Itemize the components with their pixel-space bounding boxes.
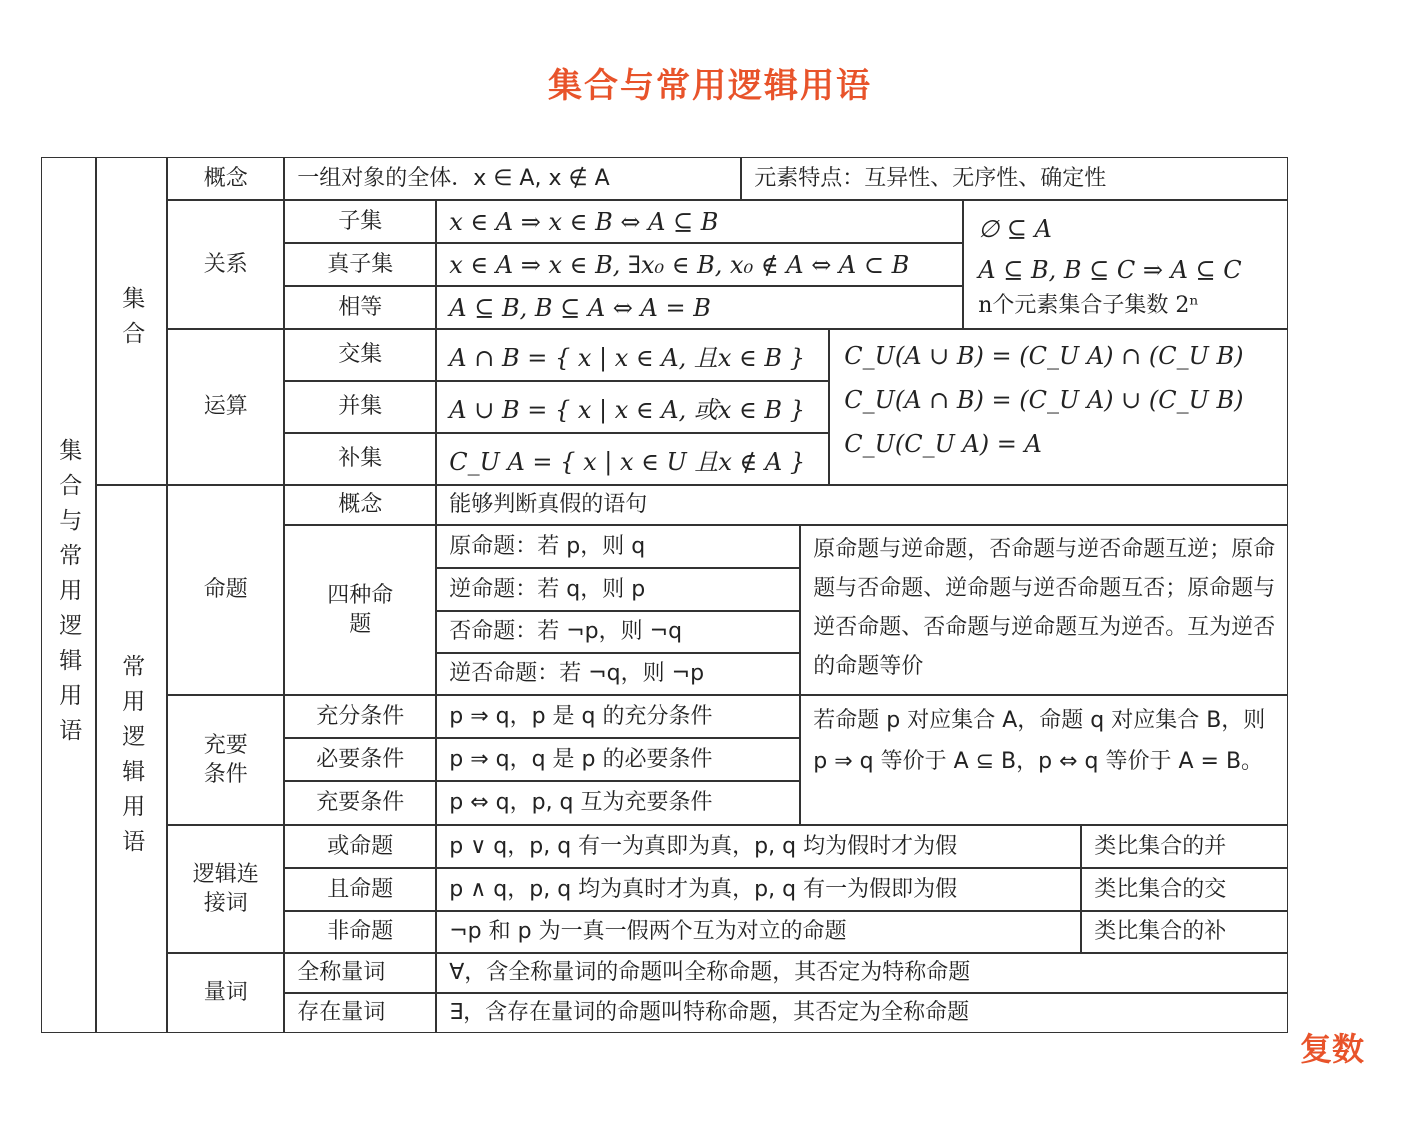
or-proposition-text: p ∨ q，p, q 有一为真即为真，p, q 均为假时才为假 <box>436 825 1081 868</box>
set-concept-features: 元素特点：互异性、无序性、确定性 <box>741 157 1288 200</box>
iff-condition-name: 充要条件 <box>284 781 436 825</box>
relation-proper-subset-formula: x ∈ A ⇒ x ∈ B, ∃x₀ ∈ B, x₀ ∉ A ⇔ A ⊂ B <box>436 243 963 286</box>
relation-proper-subset-name: 真子集 <box>284 243 436 286</box>
quantifier-head: 量词 <box>167 953 284 1033</box>
operation-head: 运算 <box>167 329 284 485</box>
four-propositions-note: 原命题与逆命题，否命题与逆否命题互逆；原命题与否命题、逆命题与逆否命题互否；原命题与逆否命题、否命题与逆命题互为逆否。互为逆否的命题等价 <box>800 525 1288 695</box>
set-concept-def: 一组对象的全体．x ∈ A, x ∉ A <box>284 157 741 200</box>
sufficient-condition-name: 充分条件 <box>284 695 436 738</box>
relation-equal-name: 相等 <box>284 286 436 329</box>
relation-note-empty-set: ∅ ⊆ A <box>978 214 1052 243</box>
outer-label: 集合与常用逻辑用语 <box>55 437 82 753</box>
four-propositions-name: 四种命题 <box>284 525 436 695</box>
logic-label-cell <box>96 485 167 1033</box>
inverse-proposition: 否命题：若 ¬p，则 ¬q <box>436 611 800 653</box>
operation-note-double-complement: C_U(C_U A) = A <box>844 430 1042 459</box>
set-concept-head: 概念 <box>167 157 284 200</box>
original-proposition: 原命题：若 p，则 q <box>436 525 800 568</box>
relation-notes <box>963 200 1288 329</box>
set-label: 集合 <box>118 286 145 357</box>
operation-notes <box>829 329 1288 485</box>
condition-head: 充要条件 <box>167 695 284 825</box>
proposition-head: 命题 <box>167 485 284 695</box>
or-proposition-analogy: 类比集合的并 <box>1081 825 1288 868</box>
relation-head: 关系 <box>167 200 284 329</box>
next-section-label: 复数 <box>1300 1030 1365 1068</box>
and-proposition-text: p ∧ q，p, q 均为真时才为真，p, q 有一为假即为假 <box>436 868 1081 911</box>
existential-quantifier-text: ∃，含存在量词的命题叫特称命题，其否定为全称命题 <box>436 993 1288 1033</box>
and-proposition-name: 且命题 <box>284 868 436 911</box>
and-proposition-analogy: 类比集合的交 <box>1081 868 1288 911</box>
relation-equal-formula: A ⊆ B, B ⊆ A ⇔ A = B <box>436 286 963 329</box>
operation-union-name: 并集 <box>284 381 436 433</box>
set-label-cell <box>96 157 167 485</box>
relation-subset-formula: x ∈ A ⇒ x ∈ B ⇔ A ⊆ B <box>436 200 963 243</box>
proposition-concept-name: 概念 <box>284 485 436 525</box>
iff-condition-text: p ⇔ q，p, q 互为充要条件 <box>436 781 800 825</box>
universal-quantifier-name: 全称量词 <box>284 953 436 993</box>
necessary-condition-name: 必要条件 <box>284 738 436 781</box>
operation-intersection-name: 交集 <box>284 329 436 381</box>
sufficient-condition-text: p ⇒ q，p 是 q 的充分条件 <box>436 695 800 738</box>
not-proposition-name: 非命题 <box>284 911 436 953</box>
necessary-condition-text: p ⇒ q，q 是 p 的必要条件 <box>436 738 800 781</box>
not-proposition-text: ¬p 和 p 为一真一假两个互为对立的命题 <box>436 911 1081 953</box>
connective-head: 逻辑连接词 <box>167 825 284 953</box>
relation-note-transitive: A ⊆ B, B ⊆ C ⇒ A ⊆ C <box>978 255 1242 284</box>
condition-note: 若命题 p 对应集合 A，命题 q 对应集合 B，则 p ⇒ q 等价于 A ⊆ B，p ⇔ q 等价于 A = B。 <box>800 695 1288 825</box>
existential-quantifier-name: 存在量词 <box>284 993 436 1033</box>
operation-note-demorgan-1: C_U(A ∪ B) = (C_U A) ∩ (C_U B) <box>844 342 1244 371</box>
or-proposition-name: 或命题 <box>284 825 436 868</box>
relation-subset-name: 子集 <box>284 200 436 243</box>
proposition-concept-def: 能够判断真假的语句 <box>436 485 1288 525</box>
page-title: 集合与常用逻辑用语 <box>548 66 872 106</box>
contrapositive-proposition: 逆否命题：若 ¬q，则 ¬p <box>436 653 800 695</box>
operation-complement-name: 补集 <box>284 433 436 485</box>
converse-proposition: 逆命题：若 q，则 p <box>436 568 800 611</box>
operation-note-demorgan-2: C_U(A ∩ B) = (C_U A) ∪ (C_U B) <box>844 386 1244 415</box>
outer-label-cell <box>41 157 96 1033</box>
summary-table <box>42 158 1289 1034</box>
relation-note-subset-count: n个元素集合子集数 2ⁿ <box>978 292 1199 318</box>
operation-complement-formula: C_U A = { x | x ∈ U 且x ∉ A } <box>436 433 829 485</box>
operation-intersection-formula: A ∩ B = { x | x ∈ A, 且x ∈ B } <box>436 329 829 381</box>
logic-label: 常用逻辑用语 <box>118 654 145 865</box>
operation-union-formula: A ∪ B = { x | x ∈ A, 或x ∈ B } <box>436 381 829 433</box>
not-proposition-analogy: 类比集合的补 <box>1081 911 1288 953</box>
universal-quantifier-text: ∀，含全称量词的命题叫全称命题，其否定为特称命题 <box>436 953 1288 993</box>
